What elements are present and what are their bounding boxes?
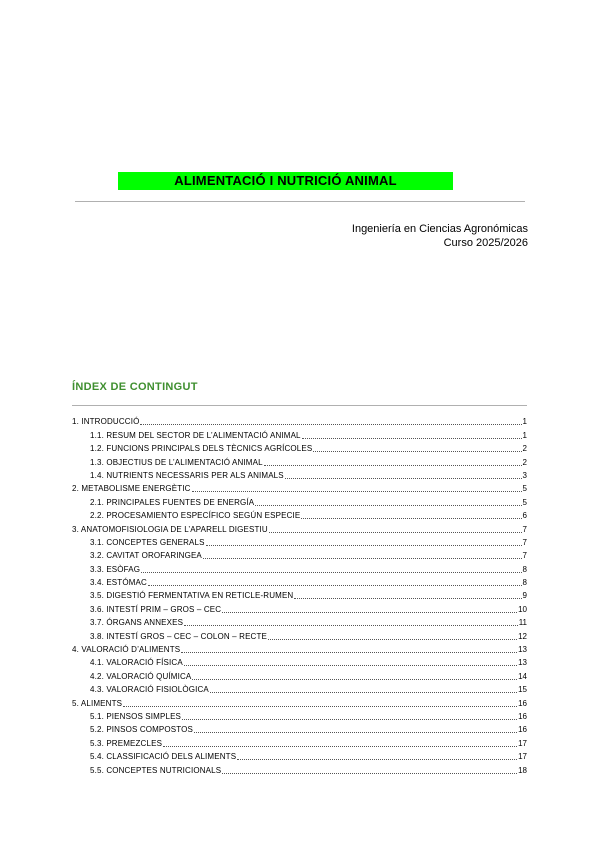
toc-dot-leader: [148, 584, 522, 586]
toc-dot-leader: [181, 651, 517, 653]
toc-subsection-link[interactable]: [72, 535, 527, 548]
toc-dot-leader: [313, 450, 521, 452]
toc-page-number: 16: [518, 725, 527, 735]
toc-subsection-link[interactable]: [72, 749, 527, 762]
toc-page-number: 8: [522, 578, 527, 588]
toc-entry-title: 5.5. CONCEPTES NUTRICIONALS: [90, 765, 222, 775]
toc-subsection-link[interactable]: [72, 494, 527, 507]
toc-subsection-link[interactable]: [72, 628, 527, 641]
toc-entry-title: 1.1. RESUM DEL SECTOR DE L’ALIMENTACIÓ ANIMAL: [90, 430, 301, 440]
toc-section-link[interactable]: [72, 414, 527, 427]
toc-entry-title: 3.7. ÓRGANS ANNEXES: [90, 618, 184, 628]
toc-page-number: 2: [522, 444, 527, 454]
title-divider: [75, 201, 525, 202]
toc-entry-title: 1.3. OBJECTIUS DE L’ALIMENTACIÓ ANIMAL: [90, 457, 263, 467]
toc-entry-title: 3. ANATOMOFISIOLOGIA DE L’APARELL DIGESTIU: [72, 524, 268, 534]
toc-dot-leader: [222, 772, 517, 774]
toc-entry-title: 4.3. VALORACIÓ FISIOLÒGICA: [90, 685, 209, 695]
toc-dot-leader: [222, 611, 517, 613]
toc-page-number: 8: [522, 564, 527, 574]
toc-dot-leader: [302, 437, 522, 439]
toc-dot-leader: [192, 678, 517, 680]
toc-subsection-link[interactable]: [72, 668, 527, 681]
degree-name: Ingeniería en Ciencias Agronómicas: [351, 223, 528, 235]
toc-entry-title: 4.2. VALORACIÓ QUÍMICA: [90, 671, 192, 681]
toc-divider: [72, 405, 527, 406]
toc-entry-title: 5.2. PINSOS COMPOSTOS: [90, 725, 194, 735]
toc-dot-leader: [182, 718, 517, 720]
toc-page-number: 13: [518, 645, 527, 655]
toc-subsection-link[interactable]: [72, 508, 527, 521]
toc-dot-leader: [268, 638, 517, 640]
toc-entry-title: 2.1. PRINCIPALES FUENTES DE ENERGÍA: [90, 497, 255, 507]
toc-page-number: 14: [518, 671, 527, 681]
toc-entry-title: 2.2. PROCESAMIENTO ESPECÍFICO SEGÚN ESPECIE: [90, 511, 301, 521]
toc-entry-title: 3.6. INTESTÍ PRIM – GROS – CEC: [90, 604, 222, 614]
toc-subsection-link[interactable]: [72, 468, 527, 481]
toc-page-number: 2: [522, 457, 527, 467]
toc-entry-title: 3.2. CAVITAT OROFARINGEA: [90, 551, 202, 561]
toc-page-number: 7: [522, 551, 527, 561]
toc-heading: ÍNDEX DE CONTINGUT: [72, 381, 198, 393]
toc-entry-title: 4. VALORACIÓ D’ALIMENTS: [72, 645, 181, 655]
toc-dot-leader: [141, 571, 521, 573]
toc-page-number: 13: [518, 658, 527, 668]
toc-dot-leader: [255, 504, 521, 506]
toc-dot-leader: [237, 758, 517, 760]
toc-subsection-link[interactable]: [72, 454, 527, 467]
toc-subsection-link[interactable]: [72, 561, 527, 574]
toc-page-number: 5: [522, 484, 527, 494]
course-year: Curso 2025/2026: [443, 237, 528, 249]
toc-dot-leader: [206, 544, 522, 546]
toc-entry-title: 5. ALIMENTS: [72, 698, 123, 708]
toc-entry-title: 3.1. CONCEPTES GENERALS: [90, 537, 205, 547]
toc-dot-leader: [140, 423, 521, 425]
toc-dot-leader: [194, 731, 517, 733]
toc-page-number: 1: [522, 430, 527, 440]
document-title: ALIMENTACIÓ I NUTRICIÓ ANIMAL: [174, 173, 397, 188]
toc-page-number: 16: [518, 698, 527, 708]
toc-page-number: 7: [522, 537, 527, 547]
toc-subsection-link[interactable]: [72, 709, 527, 722]
toc-page-number: 7: [522, 524, 527, 534]
toc-entry-title: 1.2. FUNCIONS PRINCIPALS DELS TÈCNICS AGRÍCOLES: [90, 444, 313, 454]
toc-dot-leader: [269, 531, 522, 533]
toc-dot-leader: [301, 517, 521, 519]
toc-entry-title: 4.1. VALORACIÓ FÍSICA: [90, 658, 183, 668]
toc-dot-leader: [184, 624, 518, 626]
toc-dot-leader: [184, 664, 517, 666]
toc-subsection-link[interactable]: [72, 427, 527, 440]
toc-page-number: 17: [518, 738, 527, 748]
toc-entry-title: 5.3. PREMEZCLES: [90, 738, 163, 748]
toc-page-number: 16: [518, 711, 527, 721]
toc-page-number: 15: [518, 685, 527, 695]
toc-entry-title: 1.4. NUTRIENTS NECESSARIS PER ALS ANIMALS: [90, 470, 284, 480]
toc-subsection-link[interactable]: [72, 722, 527, 735]
toc-dot-leader: [192, 490, 522, 492]
title-highlight: [118, 172, 453, 190]
toc-subsection-link[interactable]: [72, 601, 527, 614]
toc-subsection-link[interactable]: [72, 588, 527, 601]
table-of-contents: [72, 414, 527, 776]
toc-dot-leader: [123, 705, 517, 707]
toc-subsection-link[interactable]: [72, 548, 527, 561]
toc-entry-title: 1. INTRODUCCIÓ: [72, 417, 140, 427]
toc-dot-leader: [285, 477, 522, 479]
toc-subsection-link[interactable]: [72, 615, 527, 628]
toc-dot-leader: [210, 691, 517, 693]
toc-page-number: 1: [522, 417, 527, 427]
toc-dot-leader: [264, 464, 522, 466]
toc-dot-leader: [203, 557, 522, 559]
toc-entry-title: 3.5. DIGESTIÓ FERMENTATIVA EN RETICLE-RUMEN: [90, 591, 294, 601]
toc-section-link[interactable]: [72, 642, 527, 655]
toc-page-number: 17: [518, 752, 527, 762]
toc-section-link[interactable]: [72, 521, 527, 534]
toc-entry-title: 2. METABOLISME ENERGÈTIC: [72, 484, 191, 494]
toc-dot-leader: [294, 597, 521, 599]
toc-dot-leader: [163, 745, 517, 747]
toc-page-number: 6: [522, 511, 527, 521]
toc-subsection-link[interactable]: [72, 575, 527, 588]
toc-page-number: 10: [518, 604, 527, 614]
toc-section-link[interactable]: [72, 481, 527, 494]
toc-entry-title: 3.3. ESÒFAG: [90, 564, 141, 574]
toc-subsection-link[interactable]: [72, 655, 527, 668]
toc-page-number: 18: [518, 765, 527, 775]
toc-entry-title: 5.1. PIENSOS SIMPLES: [90, 711, 182, 721]
toc-page-number: 9: [522, 591, 527, 601]
toc-subsection-link[interactable]: [72, 682, 527, 695]
toc-subsection-link[interactable]: [72, 441, 527, 454]
toc-page-number: 5: [522, 497, 527, 507]
toc-page-number: 12: [518, 631, 527, 641]
toc-section-link[interactable]: [72, 695, 527, 708]
toc-page-number: 3: [522, 470, 527, 480]
toc-entry-title: 5.4. CLASSIFICACIÓ DELS ALIMENTS: [90, 752, 237, 762]
toc-entry-title: 3.4. ESTÓMAC: [90, 578, 147, 588]
toc-page-number: 11: [518, 618, 527, 628]
toc-subsection-link[interactable]: [72, 735, 527, 748]
toc-subsection-link[interactable]: [72, 762, 527, 775]
toc-entry-title: 3.8. INTESTÍ GROS – CEC – COLON – RECTE: [90, 631, 268, 641]
